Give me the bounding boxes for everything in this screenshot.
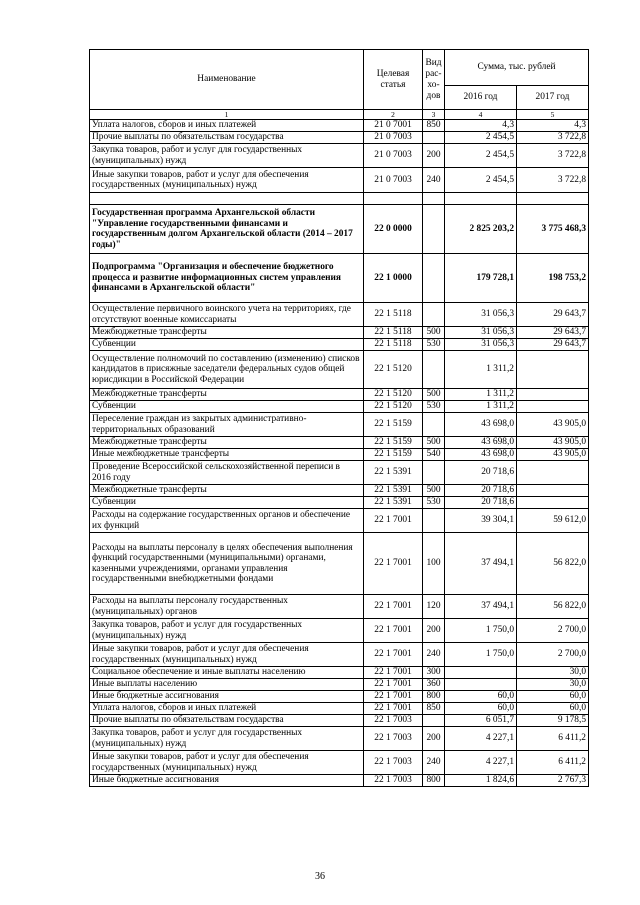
row-name: Прочие выплаты по обязательствам государства [90,715,364,727]
target-article-code: 22 1 5118 [364,327,423,339]
header-expense-type: Вид рас- хо- дов [423,50,445,110]
target-article-code: 22 1 5159 [364,449,423,461]
amount-2017: 59 612,0 [517,509,589,533]
column-number: 2 [364,110,423,120]
row-name: Расходы на выплаты персоналу государственных (муниципальных) органов [90,595,364,619]
table-row [90,327,589,339]
table-row [90,401,589,413]
row-name: Иные выплаты населению [90,679,364,691]
expense-type-code [423,351,445,389]
amount-2016: 60,0 [445,703,517,715]
row-name: Иные закупки товаров, работ и услуг для обеспечения государственных (муниципальных) нужд [90,751,364,775]
target-article-code: 22 1 7001 [364,667,423,679]
budget-table [89,49,589,787]
amount-2016: 2 825 203,2 [445,205,517,254]
target-article-code: 22 1 7001 [364,643,423,667]
expense-type-code: 200 [423,144,445,168]
header-year-2016: 2016 год [445,86,517,110]
target-article-code: 22 1 5120 [364,401,423,413]
expense-type-code: 530 [423,497,445,509]
amount-2016: 4 227,1 [445,727,517,751]
target-article-code: 22 1 7003 [364,775,423,787]
amount-2017: 56 822,0 [517,595,589,619]
target-article-code: 22 1 5391 [364,497,423,509]
amount-2016: 31 056,3 [445,327,517,339]
expense-type-code: 500 [423,327,445,339]
row-name: Осуществление полномочий по составлению (изменению) списков кандидатов в присяжные заседатели федеральных судов общей юрисдикции в Российской Федерации [90,351,364,389]
table-row [90,254,589,303]
row-name: Межбюджетные трансферты [90,437,364,449]
table-row [90,205,589,254]
expense-type-code [423,132,445,144]
row-name: Межбюджетные трансферты [90,389,364,401]
table-row [90,619,589,643]
table-row [90,667,589,679]
amount-2017 [517,485,589,497]
expense-type-code [423,303,445,327]
expense-type-code [423,413,445,437]
expense-type-code: 500 [423,389,445,401]
table-row [90,643,589,667]
target-article-code: 22 1 0000 [364,254,423,303]
row-name: Государственная программа Архангельской области "Управление государственными финансами и государственным долгом Архангельской области (2014 – 2017 годы)" [90,205,364,254]
column-number: 4 [445,110,517,120]
target-article-code: 22 1 7001 [364,509,423,533]
table-row [90,509,589,533]
amount-2017: 3 722,8 [517,144,589,168]
row-name: Уплата налогов, сборов и иных платежей [90,703,364,715]
amount-2017: 43 905,0 [517,449,589,461]
expense-type-code [423,715,445,727]
header-year-2017: 2017 год [517,86,589,110]
target-article-code: 22 1 7003 [364,727,423,751]
row-name: Иные бюджетные ассигнования [90,691,364,703]
amount-2017: 60,0 [517,703,589,715]
expense-type-code: 240 [423,751,445,775]
amount-2016 [445,679,517,691]
amount-2017: 3 775 468,3 [517,205,589,254]
row-name: Межбюджетные трансферты [90,327,364,339]
table-row [90,461,589,485]
target-article-code: 22 1 5120 [364,351,423,389]
table-row [90,449,589,461]
row-name: Субвенции [90,401,364,413]
row-name: Осуществление первичного воинского учета на территориях, где отсутствуют военные комиссариаты [90,303,364,327]
table-row [90,132,589,144]
amount-2017: 6 411,2 [517,751,589,775]
row-name: Прочие выплаты по обязательствам государства [90,132,364,144]
amount-2016: 37 494,1 [445,533,517,595]
expense-type-code: 850 [423,703,445,715]
table-row [90,595,589,619]
expense-type-code: 500 [423,485,445,497]
table-body [90,120,589,787]
expense-type-code: 500 [423,437,445,449]
expense-type-code: 100 [423,533,445,595]
target-article-code: 22 1 7001 [364,619,423,643]
row-name: Проведение Всероссийской сельскохозяйственной переписи в 2016 году [90,461,364,485]
row-name: Субвенции [90,497,364,509]
amount-2017 [517,389,589,401]
row-name: Расходы на содержание государственных органов и обеспечение их функций [90,509,364,533]
amount-2016: 43 698,0 [445,437,517,449]
target-article-code: 22 1 5159 [364,437,423,449]
row-name: Закупка товаров, работ и услуг для государственных (муниципальных) нужд [90,144,364,168]
amount-2017: 30,0 [517,667,589,679]
row-name: Подпрограмма "Организация и обеспечение бюджетного процесса и развитие информационных систем управления финансами в Архангельской области" [90,254,364,303]
amount-2016: 1 824,6 [445,775,517,787]
target-article-code: 22 1 7003 [364,715,423,727]
expense-type-code: 800 [423,691,445,703]
amount-2016: 1 750,0 [445,643,517,667]
row-name: Иные закупки товаров, работ и услуг для обеспечения государственных (муниципальных) нужд [90,168,364,193]
expense-type-code [423,205,445,254]
expense-type-code: 300 [423,667,445,679]
expense-type-code: 540 [423,449,445,461]
header-sum: Сумма, тыс. рублей [445,50,589,86]
amount-2017 [517,351,589,389]
table-row [90,751,589,775]
amount-2016 [445,667,517,679]
expense-type-code [423,254,445,303]
table-row [90,351,589,389]
amount-2016: 2 454,5 [445,144,517,168]
amount-2017: 4,3 [517,120,589,132]
row-name: Переселение граждан из закрытых административно-территориальных образований [90,413,364,437]
amount-2016: 2 454,5 [445,132,517,144]
column-number: 5 [517,110,589,120]
row-name: Иные закупки товаров, работ и услуг для обеспечения государственных (муниципальных) нужд [90,643,364,667]
target-article-code: 21 0 7003 [364,144,423,168]
expense-type-code [423,509,445,533]
table-row [90,775,589,787]
row-name: Расходы на выплаты персоналу в целях обеспечения выполнения функций государственными (муниципальными) органами, казенными учреждениями, органами управления государственными внебюджетными фондами [90,533,364,595]
expense-type-code: 240 [423,168,445,193]
table-row [90,339,589,351]
target-article-code: 22 1 7003 [364,751,423,775]
target-article-code: 22 1 5159 [364,413,423,437]
table-row [90,485,589,497]
expense-type-code [423,193,445,205]
table-row [90,533,589,595]
amount-2016: 179 728,1 [445,254,517,303]
amount-2017: 56 822,0 [517,533,589,595]
expense-type-code [423,461,445,485]
row-name: Иные бюджетные ассигнования [90,775,364,787]
amount-2017 [517,461,589,485]
amount-2016: 6 051,7 [445,715,517,727]
amount-2017: 3 722,8 [517,168,589,193]
target-article-code: 22 1 5391 [364,485,423,497]
target-article-code: 22 1 7001 [364,595,423,619]
amount-2016: 43 698,0 [445,449,517,461]
amount-2017 [517,401,589,413]
table-row [90,497,589,509]
table-row [90,193,589,205]
row-name: Уплата налогов, сборов и иных платежей [90,120,364,132]
amount-2017: 29 643,7 [517,303,589,327]
amount-2017: 3 722,8 [517,132,589,144]
amount-2017: 2 700,0 [517,619,589,643]
table-row [90,413,589,437]
expense-type-code: 360 [423,679,445,691]
column-number: 3 [423,110,445,120]
row-name: Закупка товаров, работ и услуг для государственных (муниципальных) нужд [90,727,364,751]
row-name: Субвенции [90,339,364,351]
amount-2017 [517,193,589,205]
amount-2017: 198 753,2 [517,254,589,303]
target-article-code: 22 1 5118 [364,303,423,327]
amount-2016: 39 304,1 [445,509,517,533]
amount-2017: 9 178,5 [517,715,589,727]
target-article-code: 22 1 5118 [364,339,423,351]
expense-type-code: 200 [423,619,445,643]
target-article-code: 22 0 0000 [364,205,423,254]
expense-type-code: 200 [423,727,445,751]
amount-2016 [445,193,517,205]
target-article-code: 21 0 7003 [364,168,423,193]
table-row [90,727,589,751]
table-row [90,303,589,327]
target-article-code: 22 1 7001 [364,703,423,715]
amount-2016: 20 718,6 [445,485,517,497]
amount-2016: 20 718,6 [445,497,517,509]
amount-2017: 2 767,3 [517,775,589,787]
header-name: Наименование [90,50,364,110]
expense-type-code: 240 [423,643,445,667]
amount-2016: 37 494,1 [445,595,517,619]
amount-2017: 29 643,7 [517,339,589,351]
amount-2017: 43 905,0 [517,413,589,437]
row-name: Межбюджетные трансферты [90,485,364,497]
amount-2016: 1 311,2 [445,389,517,401]
table-row [90,679,589,691]
amount-2016: 60,0 [445,691,517,703]
amount-2017: 29 643,7 [517,327,589,339]
target-article-code: 22 1 7001 [364,533,423,595]
amount-2016: 1 311,2 [445,351,517,389]
target-article-code: 21 0 7001 [364,120,423,132]
amount-2017: 30,0 [517,679,589,691]
column-number: 1 [90,110,364,120]
amount-2017: 2 700,0 [517,643,589,667]
amount-2016: 20 718,6 [445,461,517,485]
target-article-code: 22 1 5391 [364,461,423,485]
page-number: 36 [315,871,325,882]
table-row [90,144,589,168]
table-row [90,691,589,703]
amount-2017: 6 411,2 [517,727,589,751]
target-article-code: 22 1 7001 [364,679,423,691]
amount-2016: 31 056,3 [445,303,517,327]
amount-2016: 2 454,5 [445,168,517,193]
expense-type-code: 120 [423,595,445,619]
table-row [90,168,589,193]
amount-2016: 4 227,1 [445,751,517,775]
amount-2017 [517,497,589,509]
amount-2016: 1 311,2 [445,401,517,413]
expense-type-code: 530 [423,339,445,351]
amount-2016: 1 750,0 [445,619,517,643]
expense-type-code: 530 [423,401,445,413]
row-name: Социальное обеспечение и иные выплаты населению [90,667,364,679]
amount-2016: 31 056,3 [445,339,517,351]
table-row [90,437,589,449]
expense-type-code: 800 [423,775,445,787]
table-row [90,120,589,132]
amount-2016: 43 698,0 [445,413,517,437]
row-name: Закупка товаров, работ и услуг для государственных (муниципальных) нужд [90,619,364,643]
target-article-code [364,193,423,205]
table-row [90,389,589,401]
target-article-code: 21 0 7003 [364,132,423,144]
row-name: Иные межбюджетные трансферты [90,449,364,461]
table-row [90,703,589,715]
target-article-code: 22 1 5120 [364,389,423,401]
amount-2017: 43 905,0 [517,437,589,449]
header-target-article: Целевая статья [364,50,423,110]
table-row [90,715,589,727]
amount-2017: 60,0 [517,691,589,703]
expense-type-code: 850 [423,120,445,132]
row-name [90,193,364,205]
column-number-row [90,110,589,120]
target-article-code: 22 1 7001 [364,691,423,703]
amount-2016: 4,3 [445,120,517,132]
